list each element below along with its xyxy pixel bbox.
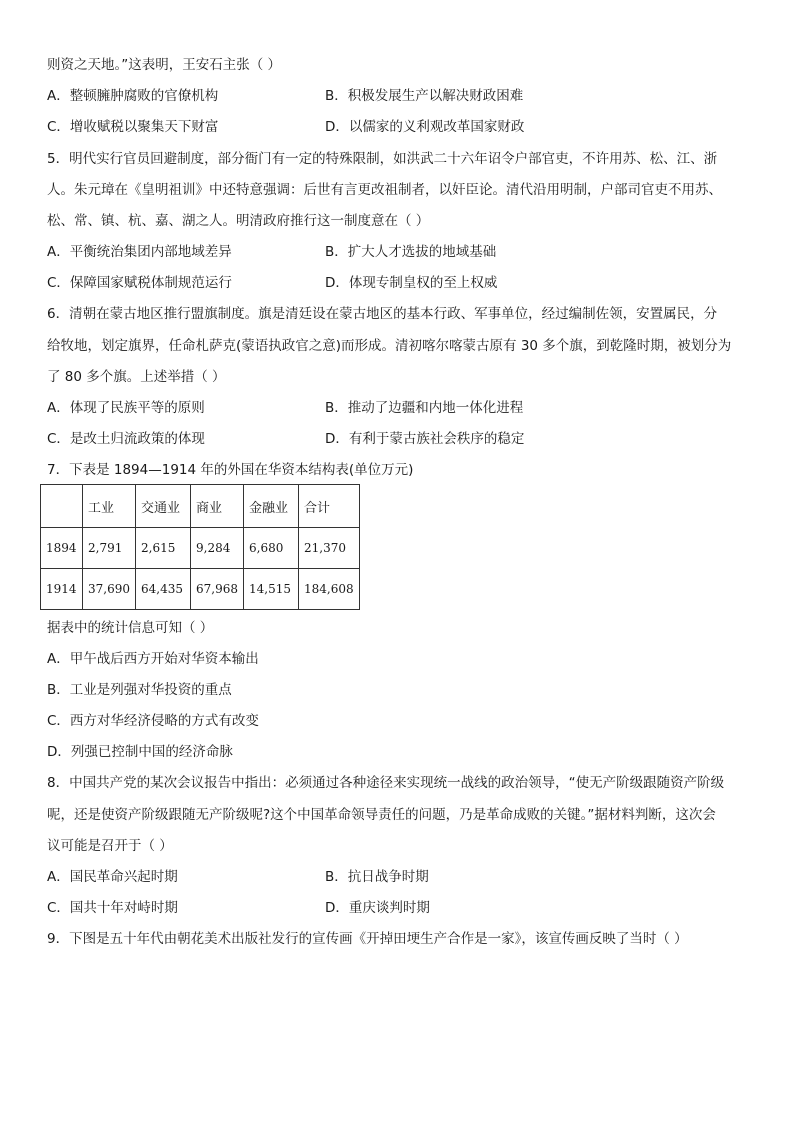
q7-option-c[interactable]: C．西方对华经济侵略的方式有改变 [47,713,259,729]
table-header-cell [41,485,83,528]
q6-option-a[interactable]: A．体现了民族平等的原则 [47,400,205,416]
q4-option-b[interactable]: B．积极发展生产以解决财政困难 [325,88,524,104]
table-cell: 21,370 [299,528,360,569]
q8-stem-line2: 呢，还是使资产阶级跟随无产阶级呢?这个中国革命领导责任的问题，乃是革命成败的关键。”据材料判断，这次会 [47,807,716,823]
q8-option-a[interactable]: A．国民革命兴起时期 [47,869,178,885]
table-cell: 2,791 [83,528,136,569]
q5-option-b[interactable]: B．扩大人才选拔的地域基础 [325,244,497,260]
q7-stem-line1: 7．下表是 1894—1914 年的外国在华资本结构表(单位万元) [47,462,414,478]
q6-option-c[interactable]: C．是改土归流政策的体现 [47,431,205,447]
q5-stem-line2: 人。朱元璋在《皇明祖训》中还特意强调：后世有言更改祖制者，以奸臣论。清代沿用明制，户部司官吏不用苏、 [47,182,722,198]
table-row [41,569,360,610]
table-cell: 64,435 [136,569,191,610]
q4-option-d[interactable]: D．以儒家的义利观改革国家财政 [325,119,525,135]
q5-stem-line1: 5．明代实行官员回避制度，部分衙门有一定的特殊限制，如洪武二十六年诏令户部官吏，不许用苏、松、江、浙 [47,151,718,167]
q8-option-d[interactable]: D．重庆谈判时期 [325,900,430,916]
table-cell: 14,515 [244,569,299,610]
q8-stem-line1: 8．中国共产党的某次会议报告中指出：必须通过各种途径来实现统一战线的政治领导，“使无产阶级跟随资产阶级 [47,775,725,791]
table-header-cell: 商业 [191,485,244,528]
q6-stem-line3: 了 80 多个旗。上述举措（ ） [47,369,226,385]
table-header-cell: 工业 [83,485,136,528]
q6-option-b[interactable]: B．推动了边疆和内地一体化进程 [325,400,524,416]
q5-stem-line3: 松、常、镇、杭、嘉、湖之人。明清政府推行这一制度意在（ ） [47,213,430,229]
table-cell: 6,680 [244,528,299,569]
q7-stem-line2: 据表中的统计信息可知（ ） [47,620,214,636]
q6-stem-line1: 6．清朝在蒙古地区推行盟旗制度。旗是清廷设在蒙古地区的基本行政、军事单位，经过编制佐领，安置属民，分 [47,306,718,322]
q5-option-d[interactable]: D．体现专制皇权的至上权威 [325,275,498,291]
table-cell: 9,284 [191,528,244,569]
q5-option-c[interactable]: C．保障国家赋税体制规范运行 [47,275,232,291]
table-header-row [41,485,360,528]
q6-option-d[interactable]: D．有利于蒙古族社会秩序的稳定 [325,431,525,447]
table-cell: 67,968 [191,569,244,610]
capital-structure-table [40,484,360,610]
table-row [41,528,360,569]
q8-option-c[interactable]: C．国共十年对峙时期 [47,900,178,916]
q8-stem-line3: 议可能是召开于（ ） [47,838,173,854]
table-cell: 37,690 [83,569,136,610]
q9-stem-line1: 9．下图是五十年代由朝花美术出版社发行的宣传画《开掉田埂生产合作是一家》，该宣传画反映了当时（ ） [47,931,688,947]
q6-stem-line2: 给牧地，划定旗界，任命札萨克(蒙语执政官之意)而形成。清初喀尔喀蒙古原有 30 多个旗，到乾隆时期，被划分为 [47,338,732,354]
table-cell: 1894 [41,528,83,569]
q5-option-a[interactable]: A．平衡统治集团内部地域差异 [47,244,232,260]
table-cell: 1914 [41,569,83,610]
table-header-cell: 合计 [299,485,360,528]
table-header-cell: 交通业 [136,485,191,528]
q4-option-c[interactable]: C．增收赋税以聚集天下财富 [47,119,219,135]
q7-option-d[interactable]: D．列强已控制中国的经济命脉 [47,744,233,760]
table-header-cell: 金融业 [244,485,299,528]
table-cell: 2,615 [136,528,191,569]
q7-option-a[interactable]: A．甲午战后西方开始对华资本输出 [47,651,259,667]
q4-option-a[interactable]: A．整顿臃肿腐败的官僚机构 [47,88,219,104]
q7-option-b[interactable]: B．工业是列强对华投资的重点 [47,682,232,698]
q4-stem-tail: 则资之天地。”这表明，王安石主张（ ） [47,57,282,73]
q8-option-b[interactable]: B．抗日战争时期 [325,869,429,885]
table-cell: 184,608 [299,569,360,610]
